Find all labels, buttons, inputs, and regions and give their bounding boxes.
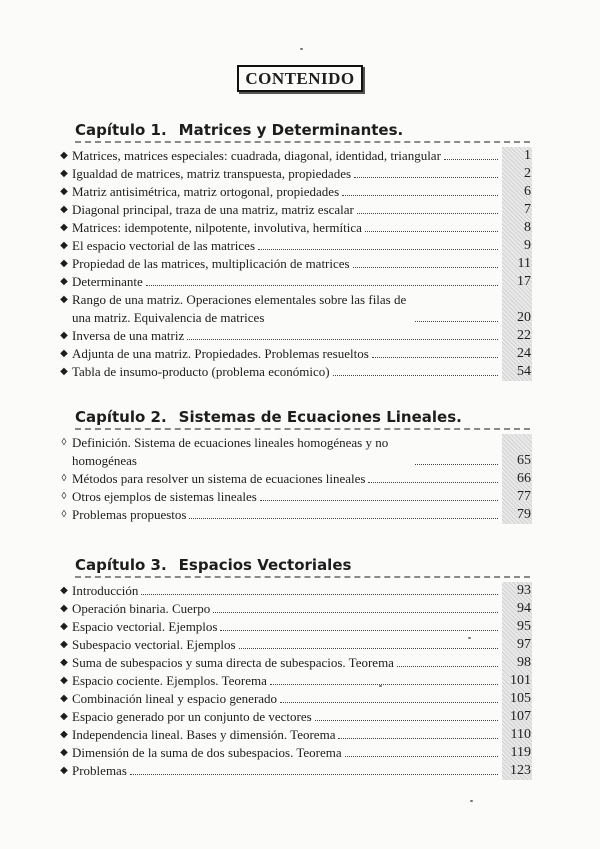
leader-dots	[372, 357, 498, 358]
toc-entry[interactable]	[56, 434, 534, 470]
toc-entry-text: Problemas	[72, 763, 127, 778]
diamond-bullet-icon: ◆	[60, 675, 68, 686]
toc-entry-text: Subespacio vectorial. Ejemplos	[72, 637, 236, 652]
leader-dots	[342, 195, 498, 196]
toc-entry-text: Independencia lineal. Bases y dimensión. Teorema	[72, 727, 336, 742]
chapter-title: Sistemas de Ecuaciones Lineales.	[178, 408, 462, 426]
leader-dots	[187, 339, 498, 340]
leader-dots	[213, 612, 498, 613]
chapter-number: Capítulo 2.	[75, 408, 167, 426]
toc-entry-text: Operación binaria. Cuerpo	[72, 601, 211, 616]
toc-entry[interactable]	[56, 690, 534, 708]
toc-entry[interactable]	[56, 147, 534, 165]
diamond-bullet-icon: ◆	[60, 240, 68, 251]
toc-entry-text: Combinación lineal y espacio generado	[72, 691, 278, 706]
diamond-bullet-icon: ◆	[60, 657, 68, 668]
diamond-outline-bullet-icon: ◊	[61, 509, 67, 520]
diamond-bullet-icon: ◆	[60, 603, 68, 614]
leader-dots	[315, 720, 498, 721]
toc-entry[interactable]	[56, 708, 534, 726]
toc-page-number: 11	[517, 256, 531, 271]
diamond-bullet-icon: ◆	[60, 621, 68, 632]
toc-entry-text: Inversa de una matriz	[72, 328, 185, 343]
toc-entry[interactable]	[56, 618, 534, 636]
chapter-1	[56, 120, 534, 381]
toc-page-number: 17	[517, 274, 531, 289]
toc-list	[56, 147, 534, 381]
toc-page-number: 98	[517, 655, 531, 670]
leader-dots	[415, 321, 498, 322]
contents-title: CONTENIDO	[237, 65, 362, 92]
toc-page-number: 79	[517, 507, 531, 522]
toc-entry-text: Adjunta de una matriz. Propiedades. Problemas resueltos	[72, 346, 369, 361]
diamond-bullet-icon: ◆	[60, 294, 68, 305]
toc-entry[interactable]	[56, 600, 534, 618]
toc-entry-text: Matrices, matrices especiales: cuadrada, diagonal, identidad, triangular	[72, 148, 441, 163]
toc-entry[interactable]	[56, 488, 534, 506]
toc-entry[interactable]	[56, 291, 534, 327]
chapter-2	[56, 407, 534, 524]
toc-entry-text: Dimensión de la suma de dos subespacios. Teorema	[72, 745, 342, 760]
diamond-bullet-icon: ◆	[60, 585, 68, 596]
chapter-heading	[56, 407, 534, 427]
leader-dots	[444, 159, 498, 160]
toc-page-number: 66	[517, 471, 531, 486]
toc-entry[interactable]	[56, 654, 534, 672]
toc-page-number: 22	[517, 328, 531, 343]
leader-dots	[146, 285, 498, 286]
toc-entry[interactable]	[56, 201, 534, 219]
toc-entry[interactable]	[56, 219, 534, 237]
toc-entry[interactable]	[56, 165, 534, 183]
toc-page-number: 107	[510, 709, 531, 724]
scan-speck	[470, 800, 473, 802]
scan-speck	[379, 685, 382, 687]
toc-entry[interactable]	[56, 363, 534, 381]
toc-entry-text: Rango de una matriz. Operaciones elementales sobre las filas de una matriz. Equivalencia de matrices	[72, 292, 407, 325]
toc-page-number: 93	[517, 583, 531, 598]
toc-page-number: 7	[524, 202, 531, 217]
toc-entry-text: Igualdad de matrices, matriz transpuesta, propiedades	[72, 166, 352, 181]
diamond-bullet-icon: ◆	[60, 186, 68, 197]
toc-entry[interactable]	[56, 327, 534, 345]
diamond-bullet-icon: ◆	[60, 765, 68, 776]
toc-entry[interactable]	[56, 237, 534, 255]
toc-page-number: 1	[524, 148, 531, 163]
toc-entry-text: Determinante	[72, 274, 143, 289]
toc-page-number: 77	[517, 489, 531, 504]
toc-page-number: 95	[517, 619, 531, 634]
toc-page-number: 65	[517, 453, 531, 468]
toc-entry[interactable]	[56, 744, 534, 762]
toc-entry-text: Suma de subespacios y suma directa de subespacios. Teorema	[72, 655, 394, 670]
diamond-outline-bullet-icon: ◊	[61, 473, 67, 484]
toc-list	[56, 582, 534, 780]
leader-dots	[353, 267, 498, 268]
toc-entry-text: Espacio generado por un conjunto de vectores	[72, 709, 312, 724]
toc-page-number: 20	[517, 310, 531, 325]
diamond-bullet-icon: ◆	[60, 204, 68, 215]
toc-entry[interactable]	[56, 672, 534, 690]
leader-dots	[415, 464, 498, 465]
diamond-bullet-icon: ◆	[60, 729, 68, 740]
leader-dots	[130, 774, 498, 775]
chapter-divider	[75, 576, 530, 578]
toc-entry-text: Tabla de insumo-producto (problema económico)	[72, 364, 330, 379]
leader-dots	[354, 177, 498, 178]
toc-entry[interactable]	[56, 762, 534, 780]
toc-entry[interactable]	[56, 506, 534, 524]
toc-entry[interactable]	[56, 255, 534, 273]
diamond-bullet-icon: ◆	[60, 711, 68, 722]
toc-page-number: 123	[510, 763, 531, 778]
contents-title-wrap	[0, 65, 600, 92]
diamond-bullet-icon: ◆	[60, 330, 68, 341]
chapter-3	[56, 555, 534, 780]
diamond-bullet-icon: ◆	[60, 348, 68, 359]
toc-page-number: 105	[510, 691, 531, 706]
diamond-bullet-icon: ◆	[60, 276, 68, 287]
toc-entry-text: Problemas propuestos	[72, 507, 187, 522]
toc-entry-text: Diagonal principal, traza de una matriz, matriz escalar	[72, 202, 354, 217]
chapter-number: Capítulo 1.	[75, 121, 167, 139]
toc-page-number: 110	[510, 727, 531, 742]
leader-dots	[338, 738, 498, 739]
chapter-divider	[75, 428, 530, 430]
diamond-bullet-icon: ◆	[60, 258, 68, 269]
leader-dots	[368, 482, 498, 483]
leader-dots	[357, 213, 498, 214]
chapter-title: Matrices y Determinantes.	[178, 121, 404, 139]
toc-page-number: 54	[517, 364, 531, 379]
chapter-number: Capítulo 3.	[75, 556, 167, 574]
toc-entry[interactable]	[56, 726, 534, 744]
diamond-bullet-icon: ◆	[60, 366, 68, 377]
leader-dots	[270, 684, 498, 685]
leader-dots	[239, 648, 498, 649]
diamond-bullet-icon: ◆	[60, 168, 68, 179]
toc-entry-text: Espacio vectorial. Ejemplos	[72, 619, 218, 634]
toc-list	[56, 434, 534, 524]
leader-dots	[189, 518, 498, 519]
toc-page-number: 97	[517, 637, 531, 652]
chapter-heading	[56, 555, 534, 575]
toc-page-number: 6	[524, 184, 531, 199]
toc-page-number: 119	[510, 745, 531, 760]
toc-page-number: 94	[517, 601, 531, 616]
scan-speck	[300, 48, 303, 50]
toc-entry-text: Introducción	[72, 583, 139, 598]
leader-dots	[365, 231, 498, 232]
leader-dots	[280, 702, 498, 703]
leader-dots	[333, 375, 498, 376]
chapter-title: Espacios Vectoriales	[178, 556, 352, 574]
toc-page-number: 8	[524, 220, 531, 235]
toc-entry[interactable]	[56, 636, 534, 654]
toc-entry[interactable]	[56, 582, 534, 600]
toc-entry-text: El espacio vectorial de las matrices	[72, 238, 256, 253]
toc-entry-text: Otros ejemplos de sistemas lineales	[72, 489, 257, 504]
toc-entry-text: Métodos para resolver un sistema de ecuaciones lineales	[72, 471, 366, 486]
toc-entry-text: Matrices: idempotente, nilpotente, involutiva, hermítica	[72, 220, 362, 235]
diamond-bullet-icon: ◆	[60, 639, 68, 650]
diamond-bullet-icon: ◆	[60, 150, 68, 161]
scan-speck	[468, 637, 471, 639]
diamond-outline-bullet-icon: ◊	[61, 437, 67, 448]
toc-entry-text: Espacio cociente. Ejemplos. Teorema	[72, 673, 267, 688]
diamond-bullet-icon: ◆	[60, 693, 68, 704]
leader-dots	[397, 666, 498, 667]
toc-entry-text: Propiedad de las matrices, multiplicación de matrices	[72, 256, 350, 271]
toc-entry[interactable]	[56, 183, 534, 201]
leader-dots	[141, 594, 498, 595]
toc-entry-text: Matriz antisimétrica, matriz ortogonal, propiedades	[72, 184, 340, 199]
toc-page-number: 2	[524, 166, 531, 181]
toc-page-number: 9	[524, 238, 531, 253]
diamond-bullet-icon: ◆	[60, 222, 68, 233]
leader-dots	[260, 500, 498, 501]
leader-dots	[220, 630, 498, 631]
diamond-outline-bullet-icon: ◊	[61, 491, 67, 502]
toc-entry[interactable]	[56, 273, 534, 291]
toc-page-number: 101	[510, 673, 531, 688]
chapter-heading	[56, 120, 534, 140]
toc-entry-text: Definición. Sistema de ecuaciones lineales homogéneas y no homogéneas	[72, 435, 389, 468]
leader-dots	[258, 249, 498, 250]
leader-dots	[345, 756, 498, 757]
toc-page-number: 24	[517, 346, 531, 361]
diamond-bullet-icon: ◆	[60, 747, 68, 758]
chapter-divider	[75, 141, 530, 143]
toc-entry[interactable]	[56, 345, 534, 363]
toc-entry[interactable]	[56, 470, 534, 488]
